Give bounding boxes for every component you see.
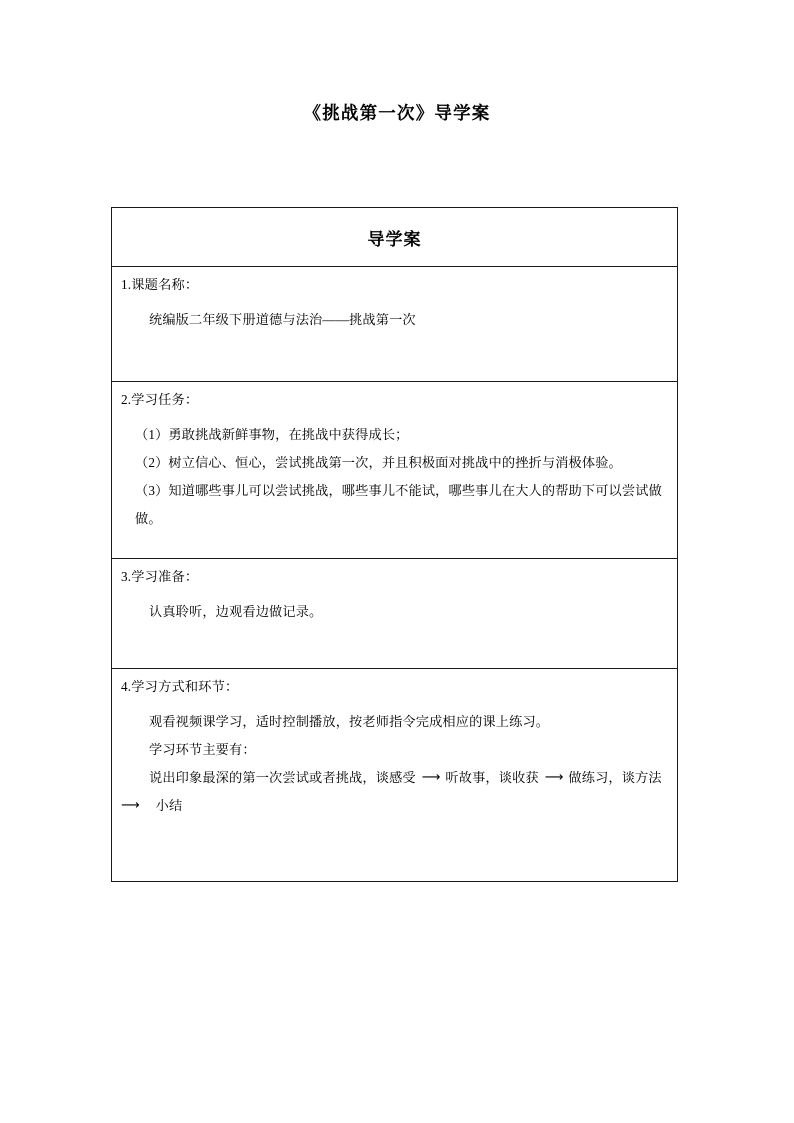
section-text-tasks-line-1: （1）勇敢挑战新鲜事物，在挑战中获得成长； [135,427,409,442]
page-title: 《挑战第一次》导学案 [303,103,491,123]
arrow-right-icon: ⟶ [544,770,563,785]
flow-step-4: 小结 [155,798,183,813]
guide-table [111,207,678,882]
table-row-topic [112,267,677,382]
table-row-preparation [112,559,677,669]
arrow-right-icon: ⟶ [121,798,138,813]
learning-flow [121,764,668,820]
spacer-methods [121,820,668,860]
table-header-title: 导学案 [367,229,422,249]
flow-step-1: 说出印象最深的第一次尝试或者挑战，谈感受 [149,770,416,785]
section-label-tasks: 2.学习任务： [121,392,199,407]
spacer-preparation [121,626,668,646]
section-text-methods-line-2: 学习环节主要有： [149,742,256,757]
section-text-tasks-line-3: （3）知道哪些事儿可以尝试挑战，哪些事儿不能试，哪些事儿在大人的帮助下可以尝试做做。 [135,483,662,526]
flow-step-3: 做练习，谈方法 [568,770,662,785]
section-text-topic-line-1: 统编版二年级下册道德与法治——挑战第一次 [149,312,416,327]
flow-step-2: 听故事，谈收获 [445,770,539,785]
table-row-methods [112,669,677,881]
section-label-methods: 4.学习方式和环节： [121,679,239,694]
section-text-methods-line-1: 观看视频课学习，适时控制播放，按老师指令完成相应的课上练习。 [149,714,550,729]
section-label-preparation: 3.学习准备： [121,569,199,584]
arrow-right-icon: ⟶ [421,770,440,785]
section-text-preparation-line-1: 认真聆听，边观看边做记录。 [149,604,323,619]
table-row-tasks [112,382,677,559]
spacer-topic [121,334,668,364]
table-header-row [112,208,677,267]
section-label-topic: 1.课题名称： [121,277,199,292]
section-text-tasks-line-2: （2）树立信心、恒心，尝试挑战第一次，并且积极面对挑战中的挫折与消极体验。 [135,455,622,470]
